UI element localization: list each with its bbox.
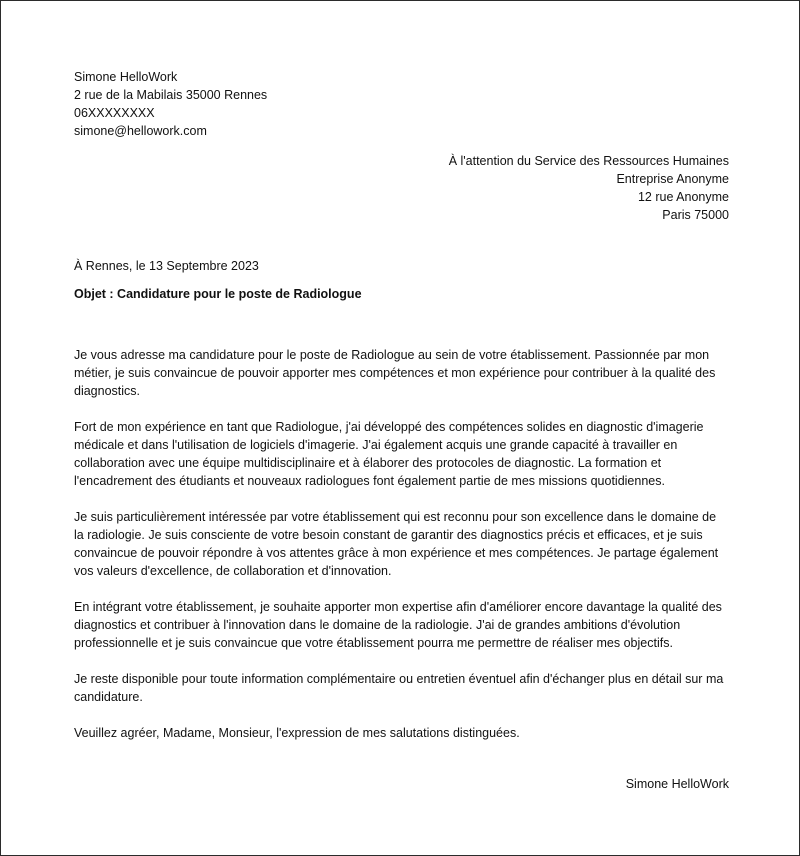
sender-address: 2 rue de la Mabilais 35000 Rennes [74, 88, 268, 102]
body-paragraph-5: Je reste disponible pour toute information complémentaire ou entretien éventuel afin d'échanger plus en détail sur ma candidature. [74, 672, 724, 704]
letter-content [74, 68, 729, 793]
body-paragraph-4: En intégrant votre établissement, je souhaite apporter mon expertise afin d'améliorer encore davantage la qualité des diagnostics et contribuer à l'innovation dans le domaine de la radiologie. J'ai de grandes ambitions d'évolution professionnelle et je suis convaincue que votre établissement pourra me permettre de réaliser mes objectifs. [74, 600, 722, 650]
signature: Simone HelloWork [625, 777, 729, 791]
recipient-street: 12 rue Anonyme [637, 190, 729, 204]
date-line: À Rennes, le 13 Septembre 2023 [74, 259, 259, 273]
recipient-company: Entreprise Anonyme [616, 172, 729, 186]
sender-email: simone@hellowork.com [74, 124, 207, 138]
body-paragraph-2: Fort de mon expérience en tant que Radiologue, j'ai développé des compétences solides en diagnostic d'imagerie médicale et dans l'utilisation de logiciels d'imagerie. J'ai également acquis une grande capacité à travailler en collaboration avec une équipe multidisciplinaire et à élaborer des protocoles de diagnostic. La formation et l'encadrement des étudiants et nouveaux radiologues font également partie de mes missions quotidiennes. [74, 420, 704, 488]
body-paragraph-1: Je vous adresse ma candidature pour le poste de Radiologue au sein de votre établissement. Passionnée par mon métier, je suis convaincue de pouvoir apporter mes compétences et mon expérience pour contribuer à la qualité des diagnostics. [74, 348, 716, 398]
recipient-block [74, 152, 729, 224]
sender-name: Simone HelloWork [74, 70, 178, 84]
recipient-city: Paris 75000 [662, 208, 729, 222]
sender-phone: 06XXXXXXXX [74, 106, 155, 120]
sender-block [74, 68, 729, 140]
subject-line: Objet : Candidature pour le poste de Radiologue [74, 287, 362, 301]
body-paragraph-3: Je suis particulièrement intéressée par votre établissement qui est reconnu pour son excellence dans le domaine de la radiologie. Je suis consciente de votre besoin constant de garantir des diagnostics précis et efficaces, et je suis convaincue de pouvoir répondre à vos attentes grâce à mon expérience et mes compétences. Je partage également vos valeurs d'excellence, de collaboration et d'innovation. [74, 510, 719, 578]
recipient-attention: À l'attention du Service des Ressources Humaines [448, 154, 729, 168]
closing-formula: Veuillez agréer, Madame, Monsieur, l'expression de mes salutations distinguées. [74, 726, 520, 740]
